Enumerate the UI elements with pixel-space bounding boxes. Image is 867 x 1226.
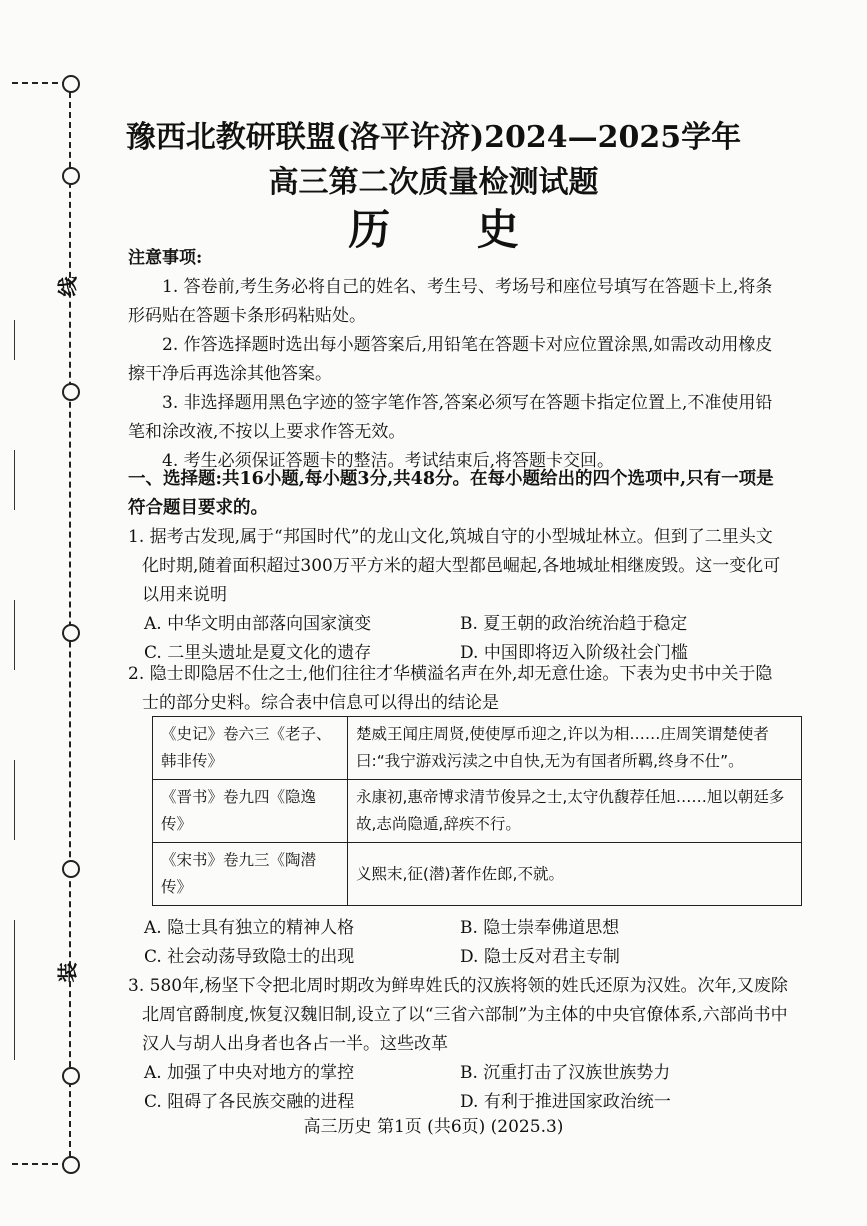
option-c[interactable]: C. 阻碍了各民族交融的进程 — [144, 1092, 355, 1112]
option-b[interactable]: B. 夏王朝的政治统治趋于稳定 — [460, 614, 688, 634]
margin-field-line — [14, 600, 15, 670]
exam-title-line1: 豫西北教研联盟(洛平许济)2024—2025学年 — [125, 120, 742, 155]
question-stem: 3. 580年,杨坚下令把北周时期改为鲜卑姓氏的汉族将领的姓氏还原为汉姓。次年,又废除北周官爵制度,恢复汉魏旧制,设立了以“三省六部制”为主体的中央官僚体系,六部尚书中汉人与胡人出身者也各占一半。这些改革 — [128, 976, 788, 1054]
exam-title-line2: 高三第二次质量检测试题 — [268, 165, 599, 200]
option-d[interactable]: D. 隐士反对君主专制 — [460, 947, 620, 967]
content-cell: 永康初,惠帝博求清节俊异之士,太守仇馥荐任旭……旭以朝廷多故,志尚隐遁,辞疾不行。 — [348, 780, 802, 843]
binding-top-dash — [12, 82, 68, 84]
binding-hole — [62, 1156, 80, 1174]
question-options — [128, 914, 788, 972]
question-2-options-block — [128, 914, 788, 972]
question-3 — [128, 972, 788, 1117]
table-row — [153, 717, 802, 780]
content-cell: 义熙末,征(潜)著作佐郎,不就。 — [348, 843, 802, 906]
option-a[interactable]: A. 加强了中央对地方的掌控 — [144, 1063, 355, 1083]
option-a[interactable]: A. 隐士具有独立的精神人格 — [144, 918, 355, 938]
option-a[interactable]: A. 中华文明由部落向国家演变 — [144, 614, 372, 634]
question-options — [128, 1059, 788, 1117]
notice-list — [128, 273, 783, 476]
binding-hole — [62, 75, 80, 93]
exam-subject: 历 史 — [348, 205, 555, 254]
binding-hole — [62, 860, 80, 878]
notice-item: 3. 非选择题用黑色字迹的签字笔作答,答案必须写在答题卡指定位置上,不准使用铅笔和涂改液,不按以上要求作答无效。 — [128, 393, 773, 442]
question-stem: 1. 据考古发现,属于“邦国时代”的龙山文化,筑城自守的小型城址林立。但到了二里头文化时期,随着面积超过300万平方米的超大型都邑崛起,各地城址相继废毁。这一变化可以用来说明 — [128, 527, 781, 605]
source-cell: 《史记》卷六三《老子、韩非传》 — [153, 717, 348, 780]
question-2 — [128, 660, 788, 718]
notice-item: 4. 考生必须保证答题卡的整洁。考试结束后,将答题卡交回。 — [162, 451, 615, 471]
question-stem: 2. 隐士即隐居不仕之士,他们往往才华横溢名声在外,却无意仕途。下表为史书中关于隐士的部分史料。综合表中信息可以得出的结论是 — [128, 664, 773, 713]
margin-field-line — [14, 320, 15, 360]
option-d[interactable]: D. 有利于推进国家政治统一 — [460, 1092, 671, 1112]
option-c[interactable]: C. 社会动荡导致隐士的出现 — [144, 947, 355, 967]
margin-field-line — [14, 760, 15, 840]
question-1 — [128, 523, 788, 668]
table-row — [153, 780, 802, 843]
source-cell: 《宋书》卷九三《陶潜传》 — [153, 843, 348, 906]
option-d[interactable]: D. 中国即将迈入阶级社会门槛 — [460, 643, 688, 663]
page-footer: 高三历史 第1页 (共6页) (2025.3) — [303, 1117, 564, 1137]
binding-bottom-dash — [12, 1163, 68, 1165]
table-row — [153, 843, 802, 906]
notice-item: 2. 作答选择题时选出每小题答案后,用铅笔在答题卡对应位置涂黑,如需改动用橡皮擦干净后再选涂其他答案。 — [128, 335, 773, 384]
notice-heading: 注意事项: — [128, 248, 203, 268]
section-heading: 一、选择题:共16小题,每小题3分,共48分。在每小题给出的四个选项中,只有一项是符合题目要求的。 — [128, 469, 774, 518]
margin-word-line: 线 — [55, 276, 80, 297]
notice-item: 1. 答卷前,考生务必将自己的姓名、考生号、考场号和座位号填写在答题卡上,将条形码贴在答题卡条形码粘贴处。 — [128, 277, 773, 326]
option-b[interactable]: B. 沉重打击了汉族世族势力 — [460, 1063, 671, 1083]
binding-hole — [62, 383, 80, 401]
binding-hole — [62, 1067, 80, 1085]
source-table — [152, 716, 802, 906]
margin-field-line — [14, 920, 15, 1060]
source-cell: 《晋书》卷九四《隐逸传》 — [153, 780, 348, 843]
margin-word-bind: 装 — [55, 962, 80, 983]
option-c[interactable]: C. 二里头遗址是夏文化的遗存 — [144, 643, 372, 663]
option-b[interactable]: B. 隐士崇奉佛道思想 — [460, 918, 620, 938]
margin-field-line — [14, 450, 15, 510]
binding-hole — [62, 624, 80, 642]
content-cell: 楚威王闻庄周贤,使使厚币迎之,许以为相……庄周笑谓楚使者曰:“我宁游戏污渎之中自快,无为有国者所羁,终身不仕”。 — [348, 717, 802, 780]
